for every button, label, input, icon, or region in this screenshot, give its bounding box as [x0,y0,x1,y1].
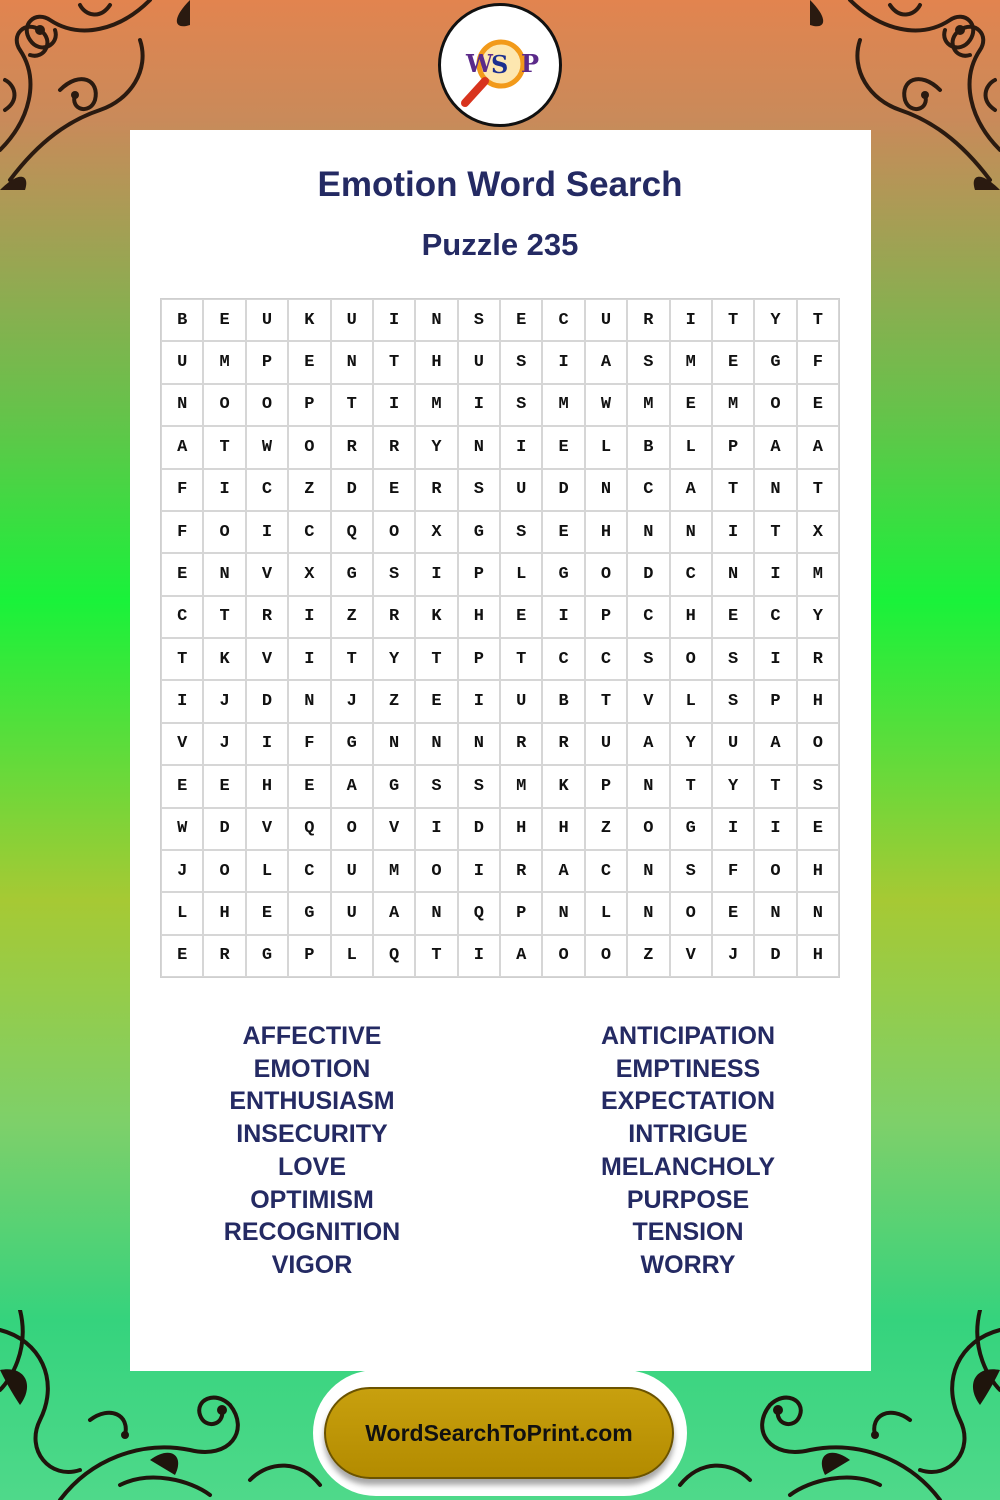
grid-cell: N [627,765,669,807]
grid-cell: Z [373,680,415,722]
grid-cell: G [246,935,288,977]
grid-cell: N [797,892,839,934]
website-label: WordSearchToPrint.com [365,1419,633,1446]
grid-cell: U [585,723,627,765]
grid-cell: S [712,680,754,722]
word-list-item: AFFECTIVE [242,1022,382,1050]
grid-cell: C [161,596,203,638]
grid-cell: Q [288,808,330,850]
grid-cell: N [627,850,669,892]
grid-cell: O [203,511,245,553]
logo-letter-s: S [491,50,509,79]
grid-cell: E [797,808,839,850]
grid-cell: J [331,680,373,722]
grid-cell: A [797,426,839,468]
grid-cell: P [754,680,796,722]
grid-cell: B [627,426,669,468]
grid-cell: O [797,723,839,765]
grid-cell: T [585,680,627,722]
grid-cell: H [797,680,839,722]
grid-cell: X [288,553,330,595]
word-list-item: MELANCHOLY [600,1152,776,1181]
grid-cell: C [542,299,584,341]
grid-cell: O [415,850,457,892]
grid-cell: E [203,765,245,807]
grid-cell: Y [712,765,754,807]
grid-cell: P [246,341,288,383]
grid-cell: Z [331,596,373,638]
grid-cell: C [288,850,330,892]
grid-cell: O [373,511,415,553]
grid-cell: N [458,723,500,765]
grid-cell: E [246,892,288,934]
grid-cell: E [203,299,245,341]
grid-cell: T [797,299,839,341]
grid-cell: E [288,765,330,807]
grid-cell: V [246,553,288,595]
website-button[interactable] [324,1387,674,1479]
grid-cell: T [203,596,245,638]
grid-cell: N [585,469,627,511]
grid-cell: N [331,341,373,383]
grid-cell: N [415,892,457,934]
grid-cell: V [373,808,415,850]
grid-cell: R [331,426,373,468]
grid-cell: T [415,935,457,977]
grid-cell: Y [670,723,712,765]
grid-cell: N [415,723,457,765]
grid-cell: M [712,384,754,426]
grid-cell: I [458,680,500,722]
grid-cell: D [458,808,500,850]
grid-cell: T [415,638,457,680]
grid-cell: I [542,341,584,383]
grid-cell: T [754,511,796,553]
grid-cell: A [542,850,584,892]
word-list-right [538,1020,838,1282]
grid-cell: I [203,469,245,511]
grid-cell: I [373,384,415,426]
grid-cell: L [670,680,712,722]
grid-cell: U [585,299,627,341]
grid-cell: Y [415,426,457,468]
grid-cell: N [670,511,712,553]
grid-cell: F [712,850,754,892]
grid-cell: A [670,469,712,511]
grid-cell: M [797,553,839,595]
grid-cell: A [373,892,415,934]
grid-cell: Y [754,299,796,341]
grid-cell: S [797,765,839,807]
grid-cell: A [754,723,796,765]
grid-cell: J [161,850,203,892]
grid-cell: I [458,384,500,426]
grid-cell: P [500,892,542,934]
grid-cell: L [585,426,627,468]
grid-cell: E [797,384,839,426]
grid-cell: L [246,850,288,892]
grid-cell: D [542,469,584,511]
grid-cell: O [670,638,712,680]
grid-cell: R [797,638,839,680]
word-list-left [162,1020,462,1282]
grid-cell: G [331,723,373,765]
grid-cell: N [288,680,330,722]
grid-cell: I [415,808,457,850]
grid-cell: S [500,384,542,426]
puzzle-title: Emotion Word Search [317,165,683,204]
grid-cell: Q [331,511,373,553]
grid-cell: P [585,765,627,807]
word-list-item: TENSION [632,1218,744,1247]
word-list-item: PURPOSE [626,1185,750,1214]
grid-cell: D [331,469,373,511]
grid-cell: H [415,341,457,383]
grid-cell: R [542,723,584,765]
letter-grid [160,298,840,978]
grid-cell: S [712,638,754,680]
grid-cell: S [670,850,712,892]
grid-cell: E [161,765,203,807]
grid-cell: W [161,808,203,850]
grid-cell: S [627,341,669,383]
grid-cell: I [712,808,754,850]
magnifier-icon [441,6,559,124]
grid-cell: O [542,935,584,977]
grid-cell: Q [458,892,500,934]
grid-cell: S [415,765,457,807]
wsp-logo [438,3,562,127]
grid-cell: R [627,299,669,341]
grid-cell: L [331,935,373,977]
grid-cell: P [288,384,330,426]
grid-cell: E [500,596,542,638]
grid-cell: A [331,765,373,807]
grid-cell: I [288,596,330,638]
grid-cell: A [754,426,796,468]
grid-cell: I [458,935,500,977]
word-list-item: VIGOR [271,1250,353,1279]
grid-cell: O [754,850,796,892]
grid-cell: L [670,426,712,468]
grid-cell: H [585,511,627,553]
grid-cell: O [203,384,245,426]
grid-cell: H [542,808,584,850]
grid-cell: P [712,426,754,468]
grid-cell: H [458,596,500,638]
grid-cell: Z [627,935,669,977]
grid-cell: V [627,680,669,722]
grid-cell: Z [585,808,627,850]
puzzle-number: Puzzle 235 [421,227,579,262]
grid-cell: T [797,469,839,511]
grid-cell: L [500,553,542,595]
grid-cell: M [542,384,584,426]
grid-cell: X [415,511,457,553]
grid-cell: N [161,384,203,426]
grid-cell: Y [373,638,415,680]
grid-cell: E [712,892,754,934]
grid-cell: R [246,596,288,638]
grid-cell: I [246,511,288,553]
grid-cell: F [797,341,839,383]
word-list-item: EMPTINESS [615,1054,761,1083]
grid-cell: E [670,384,712,426]
word-list-item: RECOGNITION [223,1218,401,1247]
grid-cell: H [500,808,542,850]
grid-cell: S [500,341,542,383]
grid-cell: V [246,638,288,680]
grid-cell: W [585,384,627,426]
grid-cell: D [203,808,245,850]
grid-cell: P [585,596,627,638]
grid-cell: S [458,765,500,807]
website-badge [313,1370,687,1496]
grid-cell: C [627,469,669,511]
grid-cell: C [585,850,627,892]
grid-cell: T [712,469,754,511]
grid-cell: C [246,469,288,511]
grid-cell: O [203,850,245,892]
grid-cell: G [542,553,584,595]
grid-cell: G [288,892,330,934]
grid-cell: U [500,469,542,511]
grid-cell: S [458,469,500,511]
grid-cell: R [415,469,457,511]
word-list-item: LOVE [277,1152,347,1181]
grid-cell: U [246,299,288,341]
grid-cell: J [203,680,245,722]
grid-cell: V [246,808,288,850]
grid-cell: P [458,553,500,595]
grid-cell: M [670,341,712,383]
grid-cell: I [542,596,584,638]
grid-cell: T [670,765,712,807]
grid-cell: U [331,299,373,341]
grid-cell: H [797,850,839,892]
word-list-item: ANTICIPATION [600,1022,776,1050]
grid-cell: G [458,511,500,553]
grid-cell: R [373,596,415,638]
grid-cell: M [373,850,415,892]
grid-cell: P [288,935,330,977]
grid-cell: O [670,892,712,934]
grid-cell: E [161,553,203,595]
grid-cell: Y [797,596,839,638]
grid-cell: F [161,511,203,553]
grid-cell: T [712,299,754,341]
grid-cell: A [161,426,203,468]
grid-cell: F [288,723,330,765]
grid-cell: D [246,680,288,722]
grid-cell: N [754,892,796,934]
grid-cell: I [754,553,796,595]
grid-cell: N [627,892,669,934]
grid-cell: T [161,638,203,680]
grid-cell: O [288,426,330,468]
grid-cell: C [754,596,796,638]
word-list-item: INTRIGUE [628,1120,748,1149]
word-list-item: ENTHUSIASM [229,1087,395,1116]
grid-cell: I [161,680,203,722]
grid-cell: C [585,638,627,680]
grid-cell: T [373,341,415,383]
grid-cell: N [373,723,415,765]
grid-cell: U [161,341,203,383]
grid-cell: T [331,384,373,426]
grid-cell: R [373,426,415,468]
grid-cell: G [331,553,373,595]
grid-cell: M [415,384,457,426]
grid-cell: I [373,299,415,341]
grid-cell: Q [373,935,415,977]
grid-cell: H [670,596,712,638]
grid-cell: K [542,765,584,807]
grid-cell: U [331,850,373,892]
grid-cell: O [246,384,288,426]
grid-cell: K [288,299,330,341]
grid-cell: U [458,341,500,383]
grid-cell: R [500,850,542,892]
grid-cell: X [797,511,839,553]
grid-cell: E [712,596,754,638]
word-list-item: INSECURITY [236,1120,388,1149]
grid-cell: R [203,935,245,977]
grid-cell: I [288,638,330,680]
grid-cell: W [246,426,288,468]
grid-cell: E [542,511,584,553]
grid-cell: G [670,808,712,850]
grid-cell: H [797,935,839,977]
grid-cell: U [712,723,754,765]
grid-cell: I [754,808,796,850]
grid-cell: N [415,299,457,341]
word-list-item: EXPECTATION [600,1087,776,1116]
grid-cell: K [415,596,457,638]
grid-cell: N [754,469,796,511]
grid-cell: G [373,765,415,807]
grid-cell: M [500,765,542,807]
grid-cell: H [246,765,288,807]
grid-cell: F [161,469,203,511]
grid-cell: A [585,341,627,383]
grid-cell: L [161,892,203,934]
grid-cell: E [288,341,330,383]
grid-cell: U [331,892,373,934]
grid-cell: I [670,299,712,341]
word-list-item: OPTIMISM [250,1185,374,1214]
grid-cell: O [585,935,627,977]
grid-cell: T [203,426,245,468]
grid-cell: I [754,638,796,680]
grid-cell: J [203,723,245,765]
grid-cell: T [754,765,796,807]
grid-cell: N [542,892,584,934]
grid-cell: I [246,723,288,765]
grid-cell: K [203,638,245,680]
grid-cell: S [627,638,669,680]
grid-cell: B [161,299,203,341]
grid-cell: D [754,935,796,977]
grid-cell: N [712,553,754,595]
grid-cell: S [458,299,500,341]
grid-cell: T [500,638,542,680]
grid-cell: S [500,511,542,553]
grid-cell: O [754,384,796,426]
grid-cell: O [331,808,373,850]
grid-cell: A [627,723,669,765]
logo-letter-p: P [521,49,540,78]
grid-cell: N [458,426,500,468]
grid-cell: I [458,850,500,892]
grid-cell: M [203,341,245,383]
grid-cell: P [458,638,500,680]
grid-cell: T [331,638,373,680]
grid-cell: S [373,553,415,595]
grid-cell: H [203,892,245,934]
grid-cell: C [542,638,584,680]
grid-cell: N [627,511,669,553]
grid-cell: L [585,892,627,934]
grid-cell: B [542,680,584,722]
grid-cell: A [500,935,542,977]
grid-cell: I [712,511,754,553]
grid-cell: E [712,341,754,383]
grid-cell: Z [288,469,330,511]
grid-cell: E [500,299,542,341]
grid-cell: E [161,935,203,977]
grid-cell: U [500,680,542,722]
grid-cell: I [415,553,457,595]
grid-cell: V [161,723,203,765]
grid-cell: C [627,596,669,638]
grid-cell: G [754,341,796,383]
grid-cell: E [415,680,457,722]
word-list-item: WORRY [640,1250,736,1279]
grid-cell: O [585,553,627,595]
logo-letter-w: W [466,49,493,78]
grid-cell: N [203,553,245,595]
grid-cell: M [627,384,669,426]
grid-cell: C [288,511,330,553]
grid-cell: E [542,426,584,468]
grid-cell: D [627,553,669,595]
grid-cell: J [712,935,754,977]
grid-cell: O [627,808,669,850]
grid-cell: I [500,426,542,468]
word-list-item: EMOTION [253,1054,371,1083]
grid-cell: V [670,935,712,977]
grid-cell: R [500,723,542,765]
grid-cell: E [373,469,415,511]
grid-cell: C [670,553,712,595]
